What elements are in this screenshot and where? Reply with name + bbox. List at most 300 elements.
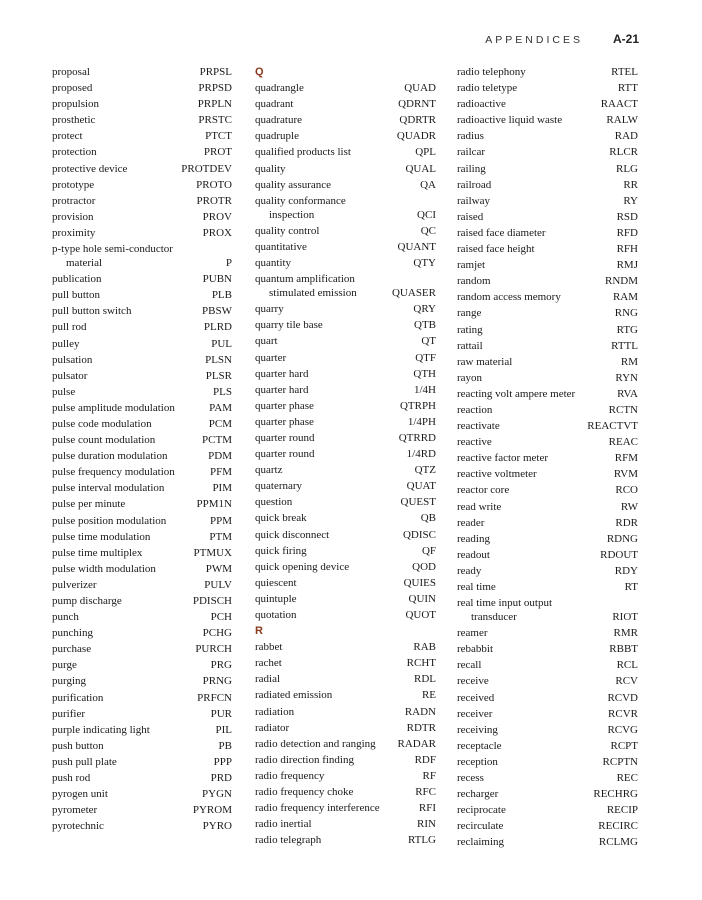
entry-term bbox=[52, 465, 175, 479]
entry-abbreviation: QDRNT bbox=[398, 98, 436, 111]
entry-abbreviation: REACTVT bbox=[587, 420, 638, 433]
glossary-entry bbox=[457, 755, 638, 769]
entry-term-text: punch bbox=[52, 611, 79, 624]
entry-term bbox=[457, 723, 498, 737]
entry-term bbox=[52, 707, 85, 721]
glossary-entry bbox=[255, 753, 436, 767]
entry-abbreviation: RR bbox=[623, 178, 638, 191]
entry-term bbox=[457, 674, 489, 688]
entry-term bbox=[255, 81, 304, 95]
entry-term-text: range bbox=[457, 307, 482, 320]
glossary-entry bbox=[457, 548, 638, 562]
glossary-entry bbox=[457, 435, 638, 449]
entry-term-text: radio frequency choke bbox=[255, 786, 354, 799]
glossary-entry bbox=[255, 272, 436, 300]
entry-abbreviation: RE bbox=[421, 689, 436, 702]
entry-term bbox=[52, 417, 152, 431]
entry-abbreviation: PTM bbox=[209, 530, 232, 543]
entry-term-text: pulse bbox=[52, 385, 76, 398]
entry-term-continuation: transducer bbox=[471, 611, 517, 624]
entry-abbreviation: RLG bbox=[616, 162, 638, 175]
glossary-entry bbox=[457, 355, 638, 369]
entry-abbreviation: RLCR bbox=[609, 146, 638, 159]
entry-abbreviation: PLS bbox=[213, 385, 232, 398]
entry-term-text: question bbox=[255, 496, 293, 509]
entry-term bbox=[457, 435, 492, 449]
glossary-entry bbox=[52, 449, 232, 463]
entry-term bbox=[255, 608, 297, 622]
entry-abbreviation: RYN bbox=[615, 371, 638, 384]
entry-abbreviation: PRPSD bbox=[198, 82, 232, 95]
entry-abbreviation: PTCT bbox=[205, 130, 232, 143]
entry-abbreviation: PRSTC bbox=[198, 114, 232, 127]
entry-term-text: receiver bbox=[457, 707, 493, 720]
entry-term bbox=[52, 449, 167, 463]
glossary-entry bbox=[52, 369, 232, 383]
entry-term-text: prototype bbox=[52, 178, 95, 191]
entry-term bbox=[457, 371, 482, 385]
glossary-entry bbox=[457, 290, 638, 304]
glossary-entry bbox=[457, 739, 638, 753]
glossary-entry bbox=[255, 479, 436, 493]
entry-abbreviation: QUAL bbox=[405, 162, 436, 175]
entry-term bbox=[52, 369, 87, 383]
entry-term bbox=[457, 274, 491, 288]
glossary-entry bbox=[52, 787, 232, 801]
entry-term-text: proximity bbox=[52, 226, 96, 239]
entry-abbreviation: PUBN bbox=[202, 273, 232, 286]
entry-abbreviation: RTG bbox=[616, 323, 638, 336]
entry-term-text: reactive voltmeter bbox=[457, 468, 537, 481]
entry-term-text: read write bbox=[457, 500, 502, 513]
entry-term-text: purge bbox=[52, 659, 77, 672]
entry-abbreviation: PIL bbox=[215, 723, 232, 736]
entry-abbreviation: PWM bbox=[205, 562, 232, 575]
entry-term-text: protection bbox=[52, 146, 97, 159]
entry-abbreviation: PRPSL bbox=[199, 66, 232, 78]
entry-abbreviation: RT bbox=[624, 581, 638, 593]
entry-term bbox=[457, 787, 498, 801]
glossary-entry bbox=[255, 81, 436, 95]
entry-term-text: reamer bbox=[457, 627, 488, 640]
entry-abbreviation: PLSN bbox=[205, 353, 232, 366]
entry-term bbox=[52, 691, 103, 705]
entry-term-text: quick break bbox=[255, 512, 307, 525]
entry-abbreviation: RSD bbox=[616, 210, 638, 223]
entry-term bbox=[52, 530, 150, 544]
entry-term bbox=[52, 514, 166, 528]
entry-term bbox=[457, 387, 575, 401]
glossary-entry bbox=[457, 835, 638, 849]
entry-term bbox=[255, 833, 321, 847]
glossary-entry bbox=[255, 495, 436, 509]
entry-abbreviation: RTT bbox=[617, 82, 638, 95]
entry-term-text: quarter hard bbox=[255, 367, 309, 380]
entry-term bbox=[457, 403, 492, 417]
entry-abbreviation: PDM bbox=[208, 450, 232, 463]
entry-abbreviation: QTZ bbox=[414, 464, 436, 477]
entry-term-text: rachet bbox=[255, 657, 282, 670]
entry-term-text: quarter bbox=[255, 351, 287, 364]
entry-term-text: radio frequency interference bbox=[255, 802, 380, 815]
entry-term bbox=[457, 306, 481, 320]
entry-term-text: radiator bbox=[255, 721, 290, 734]
entry-term bbox=[457, 323, 483, 337]
entry-abbreviation: QTY bbox=[413, 257, 436, 270]
section-title: APPENDICES bbox=[485, 34, 583, 46]
entry-term-text: protect bbox=[52, 130, 83, 143]
glossary-entry bbox=[255, 608, 436, 622]
entry-abbreviation: RCVR bbox=[608, 707, 638, 720]
glossary-entry bbox=[52, 320, 232, 334]
entry-term bbox=[52, 658, 77, 672]
entry-abbreviation: RCO bbox=[615, 484, 638, 497]
entry-term bbox=[255, 785, 353, 799]
entry-term bbox=[52, 272, 102, 286]
entry-term-continuation: stimulated emission bbox=[269, 287, 357, 300]
entry-term bbox=[52, 65, 90, 79]
entry-term bbox=[255, 817, 312, 831]
entry-abbreviation: QUOT bbox=[405, 609, 436, 621]
entry-term bbox=[255, 511, 307, 525]
entry-abbreviation: RM bbox=[620, 355, 638, 368]
entry-term bbox=[52, 642, 91, 656]
entry-term-text: quick firing bbox=[255, 544, 307, 557]
entry-abbreviation: RTEL bbox=[611, 66, 638, 78]
entry-term-text: recall bbox=[457, 659, 482, 672]
entry-term bbox=[52, 562, 156, 576]
entry-abbreviation: QTB bbox=[414, 319, 436, 332]
entry-term-text: quarter round bbox=[255, 448, 315, 461]
entry-abbreviation: RCV bbox=[615, 675, 638, 688]
entry-abbreviation: RMJ bbox=[616, 259, 638, 272]
entry-term-text: quarter phase bbox=[255, 415, 314, 428]
entry-abbreviation: RADN bbox=[404, 705, 436, 718]
entry-term bbox=[52, 481, 164, 495]
glossary-entry bbox=[457, 483, 638, 497]
glossary-entry bbox=[52, 401, 232, 415]
entry-term-text: quiescent bbox=[255, 576, 297, 589]
entry-term bbox=[255, 753, 354, 767]
entry-term-text: quality bbox=[255, 162, 286, 175]
entry-term-text: pulse width modulation bbox=[52, 562, 156, 575]
entry-term bbox=[52, 546, 142, 560]
entry-term-text: push rod bbox=[52, 772, 91, 785]
entry-abbreviation: PROX bbox=[202, 226, 232, 239]
entry-term bbox=[52, 113, 95, 127]
entry-abbreviation: RCLMG bbox=[598, 836, 638, 849]
entry-abbreviation: QDRTR bbox=[399, 114, 436, 127]
glossary-entry bbox=[255, 351, 436, 365]
entry-abbreviation: RCHT bbox=[406, 657, 436, 670]
entry-term-text: random access memory bbox=[457, 291, 561, 304]
entry-abbreviation: PRD bbox=[210, 772, 232, 785]
glossary-entry bbox=[52, 288, 232, 302]
entry-term-text: quadruple bbox=[255, 130, 299, 143]
entry-abbreviation: QUAD bbox=[404, 82, 436, 95]
entry-abbreviation: PYRO bbox=[202, 820, 232, 833]
entry-term bbox=[255, 194, 346, 222]
column-2 bbox=[255, 65, 436, 849]
glossary-entry bbox=[52, 65, 232, 79]
entry-term-text: radial bbox=[255, 673, 281, 686]
entry-term bbox=[255, 705, 294, 719]
glossary-entry bbox=[52, 626, 232, 640]
entry-abbreviation: RNG bbox=[614, 307, 638, 320]
entry-term-text: reader bbox=[457, 516, 485, 529]
entry-abbreviation: REAC bbox=[608, 436, 638, 449]
glossary-entry bbox=[255, 194, 436, 222]
entry-term-text: radio teletype bbox=[457, 82, 518, 95]
entry-abbreviation: QUEST bbox=[400, 496, 436, 509]
glossary-entry bbox=[52, 145, 232, 159]
entry-term-text: rating bbox=[457, 323, 483, 336]
entry-term-text: reactive factor meter bbox=[457, 452, 548, 465]
entry-abbreviation: QF bbox=[421, 544, 436, 557]
entry-abbreviation: QDISC bbox=[402, 528, 436, 541]
entry-abbreviation: QOD bbox=[412, 560, 436, 573]
entry-term-text: pulse interval modulation bbox=[52, 482, 165, 495]
entry-abbreviation: PROV bbox=[202, 210, 232, 223]
glossary-entry bbox=[255, 833, 436, 847]
glossary-entry bbox=[52, 178, 232, 192]
entry-term-text: quarter round bbox=[255, 431, 315, 444]
entry-term bbox=[52, 145, 97, 159]
entry-term bbox=[255, 447, 315, 461]
entry-term bbox=[255, 463, 282, 477]
entry-abbreviation: QUANT bbox=[397, 240, 436, 253]
entry-term-text: rattail bbox=[457, 339, 483, 352]
entry-abbreviation: PRFCN bbox=[197, 691, 232, 704]
entry-term-text: quantity bbox=[255, 257, 292, 270]
glossary-entry bbox=[52, 739, 232, 753]
entry-abbreviation: PROT bbox=[203, 146, 232, 159]
entry-term-text: raised face height bbox=[457, 243, 535, 256]
glossary-entry bbox=[52, 337, 232, 351]
entry-abbreviation: QCI bbox=[417, 208, 436, 221]
entry-term-text: railcar bbox=[457, 146, 486, 159]
entry-term bbox=[52, 723, 150, 737]
glossary-entry bbox=[457, 580, 638, 594]
entry-term bbox=[52, 787, 108, 801]
glossary-entry bbox=[52, 530, 232, 544]
entry-abbreviation: QUASER bbox=[391, 287, 436, 300]
glossary-entry bbox=[457, 467, 638, 481]
entry-term bbox=[255, 721, 289, 735]
glossary-entry bbox=[457, 97, 638, 111]
entry-term-text: real time bbox=[457, 581, 496, 593]
entry-term-text: quarry bbox=[255, 303, 284, 316]
column-3 bbox=[457, 65, 638, 852]
entry-abbreviation: RDY bbox=[614, 564, 638, 577]
glossary-entry bbox=[52, 129, 232, 143]
entry-term bbox=[255, 399, 314, 413]
entry-abbreviation: QRY bbox=[413, 303, 436, 316]
entry-term-text: quarry tile base bbox=[255, 319, 323, 332]
entry-abbreviation: PRPLN bbox=[197, 98, 232, 111]
entry-term-text: radiated emission bbox=[255, 689, 333, 702]
entry-term-text: pull rod bbox=[52, 321, 87, 334]
entry-term-text: pyrogen unit bbox=[52, 788, 108, 801]
entry-term-text: quarter hard bbox=[255, 383, 309, 396]
entry-abbreviation: PYROM bbox=[192, 804, 232, 817]
entry-abbreviation: PROTO bbox=[196, 178, 232, 191]
entry-term bbox=[457, 771, 484, 785]
entry-term bbox=[457, 355, 512, 369]
entry-abbreviation: PBSW bbox=[202, 305, 232, 318]
glossary-entry bbox=[52, 113, 232, 127]
glossary-entry bbox=[255, 97, 436, 111]
entry-abbreviation: PULV bbox=[204, 578, 232, 591]
entry-term-text: pulse per minute bbox=[52, 498, 126, 511]
glossary-entry bbox=[457, 145, 638, 159]
entry-term bbox=[457, 819, 503, 833]
entry-term bbox=[52, 178, 94, 192]
entry-abbreviation: RIOT bbox=[612, 611, 638, 624]
entry-term-text: receptacle bbox=[457, 739, 502, 752]
glossary-entry bbox=[52, 481, 232, 495]
entry-abbreviation: QUADR bbox=[396, 130, 436, 143]
entry-abbreviation: RVM bbox=[613, 468, 638, 481]
entry-term-text: protractor bbox=[52, 194, 96, 207]
entry-term bbox=[52, 385, 75, 399]
entry-term-text: radioactive bbox=[457, 98, 506, 111]
entry-abbreviation: PLSR bbox=[205, 369, 232, 382]
entry-term-text: rayon bbox=[457, 371, 483, 384]
entry-term bbox=[255, 528, 329, 542]
glossary-entry bbox=[457, 803, 638, 817]
entry-term-text: recess bbox=[457, 772, 484, 785]
entry-abbreviation: QTH bbox=[413, 367, 436, 380]
glossary-entry bbox=[457, 113, 638, 127]
entry-term bbox=[52, 771, 90, 785]
glossary-entry bbox=[52, 162, 232, 176]
glossary-entry bbox=[457, 242, 638, 256]
entry-term-text: quality conformance bbox=[255, 194, 346, 207]
entry-term bbox=[255, 240, 307, 254]
entry-term-text: readout bbox=[457, 548, 490, 561]
entry-term-text: pulse code modulation bbox=[52, 417, 152, 430]
entry-term-text: quantum amplification bbox=[255, 273, 355, 286]
entry-term-text: proposed bbox=[52, 82, 93, 95]
entry-abbreviation: PIM bbox=[212, 482, 232, 495]
entry-abbreviation: QUAT bbox=[406, 480, 436, 493]
entry-abbreviation: RDNG bbox=[606, 532, 638, 545]
entry-term bbox=[52, 739, 104, 753]
entry-term-text: push button bbox=[52, 739, 104, 752]
glossary-entry bbox=[457, 451, 638, 465]
entry-abbreviation: PFM bbox=[209, 466, 232, 479]
entry-abbreviation: PTMUX bbox=[193, 546, 232, 559]
entry-abbreviation: RTTL bbox=[611, 339, 638, 352]
entry-term bbox=[255, 383, 308, 397]
entry-term-text: pulse amplitude modulation bbox=[52, 401, 175, 414]
entry-abbreviation: QB bbox=[420, 512, 436, 525]
entry-term-text: receiving bbox=[457, 723, 498, 736]
entry-term bbox=[457, 596, 552, 624]
entry-term-text: purification bbox=[52, 691, 104, 704]
entry-term-text: pulse count modulation bbox=[52, 434, 156, 447]
entry-abbreviation: RMR bbox=[613, 627, 638, 640]
entry-term bbox=[457, 210, 483, 224]
entry-term bbox=[255, 145, 351, 159]
entry-abbreviation: PURCH bbox=[195, 643, 232, 656]
entry-term bbox=[457, 65, 526, 79]
entry-term-text: ready bbox=[457, 564, 482, 577]
entry-abbreviation: PROTR bbox=[196, 194, 232, 207]
glossary-entry bbox=[255, 399, 436, 413]
glossary-entry bbox=[457, 771, 638, 785]
entry-term-text: purifier bbox=[52, 707, 85, 720]
glossary-entry bbox=[457, 65, 638, 79]
glossary-entry bbox=[457, 387, 638, 401]
glossary-entry bbox=[255, 640, 436, 654]
entry-abbreviation: RFC bbox=[415, 786, 436, 799]
entry-abbreviation: RNDM bbox=[604, 275, 638, 288]
glossary-entry bbox=[255, 817, 436, 831]
entry-term bbox=[457, 548, 490, 562]
entry-term-text: reading bbox=[457, 532, 490, 545]
entry-abbreviation: RAACT bbox=[600, 98, 638, 111]
entry-term bbox=[255, 656, 282, 670]
entry-term bbox=[52, 226, 95, 240]
entry-term bbox=[457, 129, 484, 143]
glossary-entry bbox=[52, 353, 232, 367]
entry-term bbox=[457, 339, 483, 353]
entry-abbreviation: P bbox=[225, 257, 232, 270]
entry-abbreviation: PB bbox=[218, 739, 232, 752]
column-1 bbox=[52, 65, 232, 835]
entry-term-text: quantitative bbox=[255, 240, 307, 253]
entry-term bbox=[457, 290, 561, 304]
glossary-entry bbox=[52, 226, 232, 240]
entry-term-text: radio inertial bbox=[255, 818, 312, 831]
entry-term bbox=[457, 81, 517, 95]
glossary-entry bbox=[52, 465, 232, 479]
entry-term-text: pulverizer bbox=[52, 578, 97, 591]
entry-abbreviation: RAB bbox=[413, 641, 436, 654]
entry-abbreviation: PUR bbox=[210, 707, 232, 720]
entry-term-text: quintuple bbox=[255, 592, 297, 605]
entry-term bbox=[52, 353, 92, 367]
entry-term-text: raw material bbox=[457, 355, 513, 368]
entry-abbreviation: RFM bbox=[614, 452, 638, 465]
entry-term-text: raised face diameter bbox=[457, 226, 546, 239]
glossary-entry bbox=[457, 596, 638, 624]
glossary-entry bbox=[52, 385, 232, 399]
glossary-entry bbox=[457, 419, 638, 433]
entry-abbreviation: PCH bbox=[210, 611, 232, 624]
entry-term-text: reacting volt ampere meter bbox=[457, 387, 576, 400]
entry-abbreviation: RY bbox=[623, 194, 638, 207]
entry-abbreviation: QUIES bbox=[403, 576, 436, 589]
entry-term bbox=[255, 737, 376, 751]
entry-term-text: raised bbox=[457, 210, 484, 223]
entry-term-text: real time input output bbox=[457, 597, 553, 610]
entry-abbreviation: RFD bbox=[616, 226, 638, 239]
glossary-entry bbox=[457, 162, 638, 176]
glossary-entry bbox=[255, 145, 436, 159]
entry-term-text: provision bbox=[52, 210, 94, 223]
entry-term-text: railway bbox=[457, 194, 490, 207]
glossary-entry bbox=[52, 658, 232, 672]
glossary-entry bbox=[255, 447, 436, 461]
entry-term bbox=[255, 431, 315, 445]
entry-term bbox=[255, 769, 324, 783]
entry-term-text: quadrant bbox=[255, 98, 294, 111]
entry-term bbox=[457, 658, 481, 672]
glossary-entry bbox=[457, 258, 638, 272]
